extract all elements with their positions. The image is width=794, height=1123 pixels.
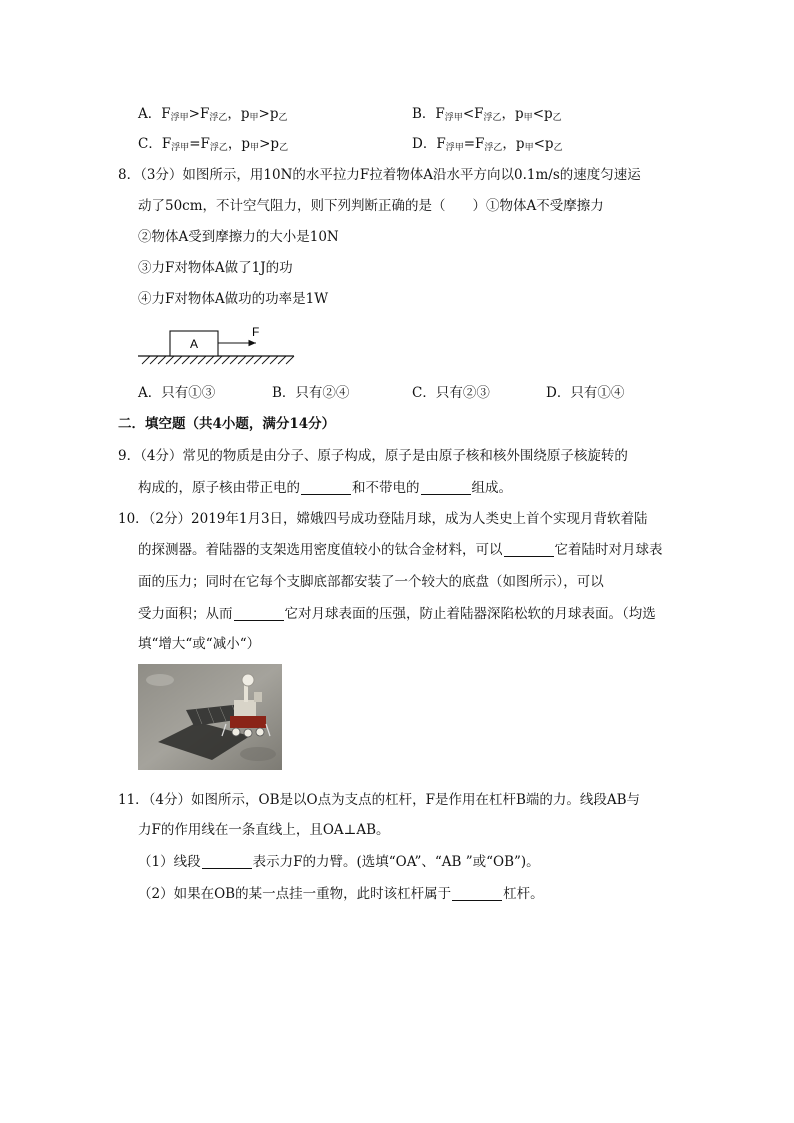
antenna-dish — [242, 674, 254, 686]
q10-stem-line-2: 的探测器。着陆器的支架选用密度值较小的钛合金材料，可以 它着陆时对月球表 — [138, 542, 663, 558]
q9-stem-line-1: 9．（4分）常见的物质是由分子、原子构成，原子是由原子核和核外围绕原子核旋转的 — [118, 448, 628, 464]
force-label: F — [252, 326, 260, 339]
q7-option-d[interactable]: D．$F_{浮甲}=F_{浮乙}$，$p_甲<p_乙$ — [412, 136, 563, 153]
q8-option-b[interactable]: B．只有②④ — [272, 385, 350, 401]
block-force-diagram — [138, 326, 298, 368]
q8-option-a[interactable]: A．只有①③ — [138, 385, 216, 401]
q7-option-c[interactable]: C．$F_{浮甲}=F_{浮乙}$，$p_甲>p_乙$ — [138, 136, 289, 153]
q7-option-b[interactable]: B．$F_{浮甲}<F_{浮乙}$，$p_甲<p_乙$ — [412, 106, 562, 123]
section-title: 二．填空题（共4小题，满分14分） — [118, 416, 336, 432]
q8-statement-4: ④力F对物体A做功的功率是1W — [138, 291, 329, 307]
q8-statement-2: ②物体A受到摩擦力的大小是10N — [138, 229, 339, 245]
q11-part-2: （2）如果在OB的某一点挂一重物，此时该杠杆属于 杠杆。 — [138, 886, 544, 902]
q10-blank-1[interactable] — [504, 542, 554, 557]
q10-stem-line-1: 10．（2分）2019年1月3日，嫦娥四号成功登陆月球，成为人类史上首个实现月背软着陆 — [118, 511, 648, 527]
q9-stem-line-2: 构成的，原子核由带正电的 和不带电的 组成。 — [138, 480, 512, 496]
q11-part-1: （1）线段 表示力F的力臂。(选填“OA”、“AB ”或“OB”)。 — [138, 854, 540, 870]
q8-stem-line-2: 动了50cm，不计空气阻力，则下列判断正确的是（ ）①物体A不受摩擦力 — [138, 198, 604, 214]
q7-option-a[interactable]: A．$F_{浮甲}>F_{浮乙}$，$p_甲>p_乙$ — [138, 106, 288, 123]
q8-stem-line-1: 8．（3分）如图所示，用10N的水平拉力F拉着物体A沿水平方向以0.1m/s的速度匀速运 — [118, 167, 641, 183]
q11-blank-2[interactable] — [452, 886, 502, 901]
q8-option-d[interactable]: D．只有①④ — [546, 385, 625, 401]
q11-blank-1[interactable] — [202, 854, 252, 869]
q8-statement-3: ③力F对物体A做了1J的功 — [138, 260, 293, 276]
q9-blank-2[interactable] — [421, 480, 471, 495]
q10-stem-line-5: 填“增大“或“减小“） — [138, 636, 261, 652]
q10-stem-line-3: 面的压力；同时在它每个支脚底部都安装了一个较大的底盘（如图所示），可以 — [138, 574, 604, 590]
q10-blank-2[interactable] — [234, 606, 284, 621]
q10-stem-line-4: 受力面积；从而 它对月球表面的压强，防止着陆器深陷松软的月球表面。（均选 — [138, 606, 656, 622]
q11-stem-line-2: 力F的作用线在一条直线上，且OA⊥AB。 — [138, 822, 390, 838]
q8-option-c[interactable]: C．只有②③ — [412, 385, 490, 401]
q11-stem-line-1: 11．（4分）如图所示，OB是以O点为支点的杠杆，F是作用在杠杆B端的力。线段AB与 — [118, 792, 641, 808]
q9-blank-1[interactable] — [301, 480, 351, 495]
ground-hatching — [142, 356, 294, 364]
lunar-lander-photo — [138, 664, 282, 770]
rover-base — [230, 716, 266, 728]
block-a-label: A — [189, 337, 199, 351]
